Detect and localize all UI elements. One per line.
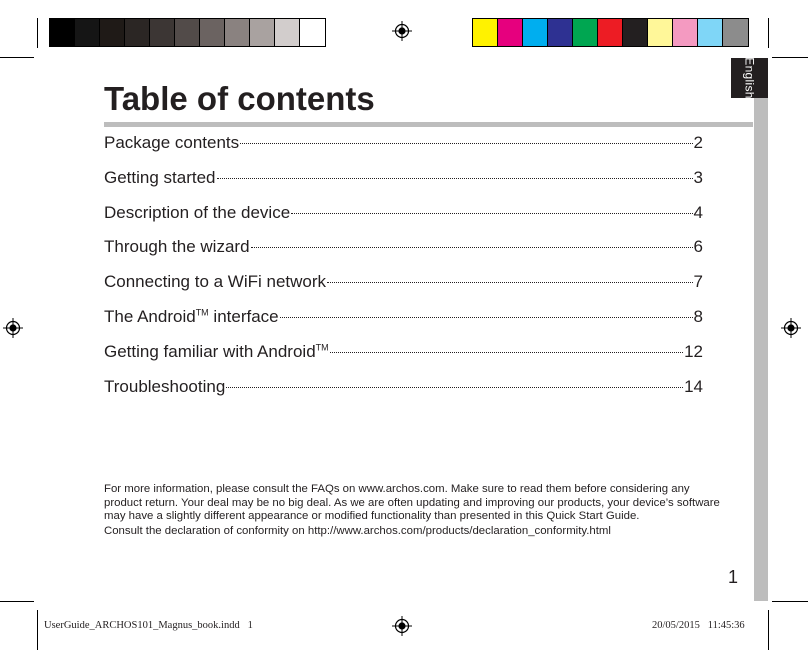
toc-entry-description[interactable]: [104, 203, 703, 238]
registration-mark-icon: [3, 318, 23, 338]
toc-leader-dots: [291, 213, 692, 214]
toc-entry-title-part: interface: [208, 306, 279, 326]
color-calibration-bar: [472, 18, 749, 47]
crop-mark: [772, 601, 808, 602]
toc-entry-wizard[interactable]: [104, 237, 703, 272]
slug-filename: UserGuide_ARCHOS101_Magnus_book.indd 1: [44, 620, 253, 631]
toc-entry-wifi[interactable]: [104, 272, 703, 307]
toc-entry-title: Description of the device: [104, 202, 291, 222]
crop-mark: [768, 18, 769, 48]
color-swatch: [623, 19, 648, 46]
language-tab-label: English: [742, 57, 757, 99]
toc-leader-dots: [226, 387, 683, 388]
toc-entry-title: Troubleshooting: [104, 376, 226, 396]
color-swatch: [125, 19, 150, 46]
color-swatch: [698, 19, 723, 46]
slug-timestamp: 20/05/2015 11:45:36: [652, 620, 745, 631]
language-tab: [731, 58, 768, 98]
side-strip: [754, 58, 768, 601]
color-swatch: [225, 19, 250, 46]
toc-entry-title: [104, 342, 329, 362]
toc-entry-title-part: Getting familiar with Android: [104, 341, 316, 361]
toc-page-number: 8: [693, 306, 703, 326]
page-number: 1: [728, 567, 739, 587]
grayscale-calibration-bar: [49, 18, 326, 47]
conformity-note: Consult the declaration of conformity on http://www.archos.com/products/declaration_conformity.html: [104, 525, 611, 537]
registration-mark-icon: [392, 21, 412, 41]
toc-entry-title: [104, 307, 279, 327]
toc-entry-troubleshooting[interactable]: [104, 377, 703, 412]
toc-leader-dots: [240, 143, 692, 144]
color-swatch: [648, 19, 673, 46]
color-swatch: [573, 19, 598, 46]
color-swatch: [723, 19, 748, 46]
crop-mark: [0, 57, 34, 58]
color-swatch: [200, 19, 225, 46]
color-swatch: [498, 19, 523, 46]
color-swatch: [175, 19, 200, 46]
toc-leader-dots: [327, 282, 692, 283]
color-swatch: [100, 19, 125, 46]
toc-entry-title: Connecting to a WiFi network: [104, 272, 327, 292]
toc-page-number: 12: [684, 341, 703, 361]
color-swatch: [673, 19, 698, 46]
toc-entry-title: Package contents: [104, 133, 240, 152]
toc-page-number: 4: [693, 202, 703, 222]
toc-leader-dots: [330, 352, 683, 353]
toc-leader-dots: [217, 178, 693, 179]
toc-entry-android-interface[interactable]: [104, 307, 703, 342]
color-swatch: [523, 19, 548, 46]
crop-mark: [772, 57, 808, 58]
toc-entry-getting-started[interactable]: [104, 168, 703, 203]
title-rule: [104, 122, 753, 127]
toc-page-number: 6: [693, 237, 703, 257]
trademark-mark: TM: [315, 342, 329, 353]
toc-page-number: 7: [693, 272, 703, 292]
trademark-mark: TM: [195, 307, 209, 318]
registration-mark-icon: [392, 616, 412, 636]
color-swatch: [598, 19, 623, 46]
toc-entry-title: Through the wizard: [104, 237, 250, 257]
color-swatch: [473, 19, 498, 46]
toc-entry-title: Getting started: [104, 167, 216, 187]
color-swatch: [50, 19, 75, 46]
faq-note: For more information, please consult the FAQs on www.archos.com. Make sure to read them before considering any product return. Your deal may be no big deal. As we are often updating and improving our products, your device’s software may have a slightly different appearance or modified functionality than presented in this Quick Start Guide.: [104, 483, 720, 522]
toc-leader-dots: [251, 247, 693, 248]
color-swatch: [75, 19, 100, 46]
toc-entry-package-contents[interactable]: [104, 133, 703, 168]
table-of-contents: [104, 133, 703, 411]
toc-page-number: 2: [693, 133, 703, 152]
color-swatch: [150, 19, 175, 46]
crop-mark: [37, 18, 38, 48]
color-swatch: [250, 19, 275, 46]
color-swatch: [275, 19, 300, 46]
color-swatch: [300, 19, 325, 46]
toc-entry-familiar-android[interactable]: [104, 342, 703, 377]
registration-mark-icon: [781, 318, 801, 338]
crop-mark: [0, 601, 34, 602]
toc-entry-title-part: The Android: [104, 306, 196, 326]
toc-leader-dots: [280, 317, 693, 318]
crop-mark: [37, 610, 38, 650]
toc-page-number: 3: [693, 167, 703, 187]
page-title: Table of contents: [104, 80, 375, 117]
color-swatch: [548, 19, 573, 46]
toc-page-number: 14: [684, 376, 703, 396]
crop-mark: [768, 610, 769, 650]
